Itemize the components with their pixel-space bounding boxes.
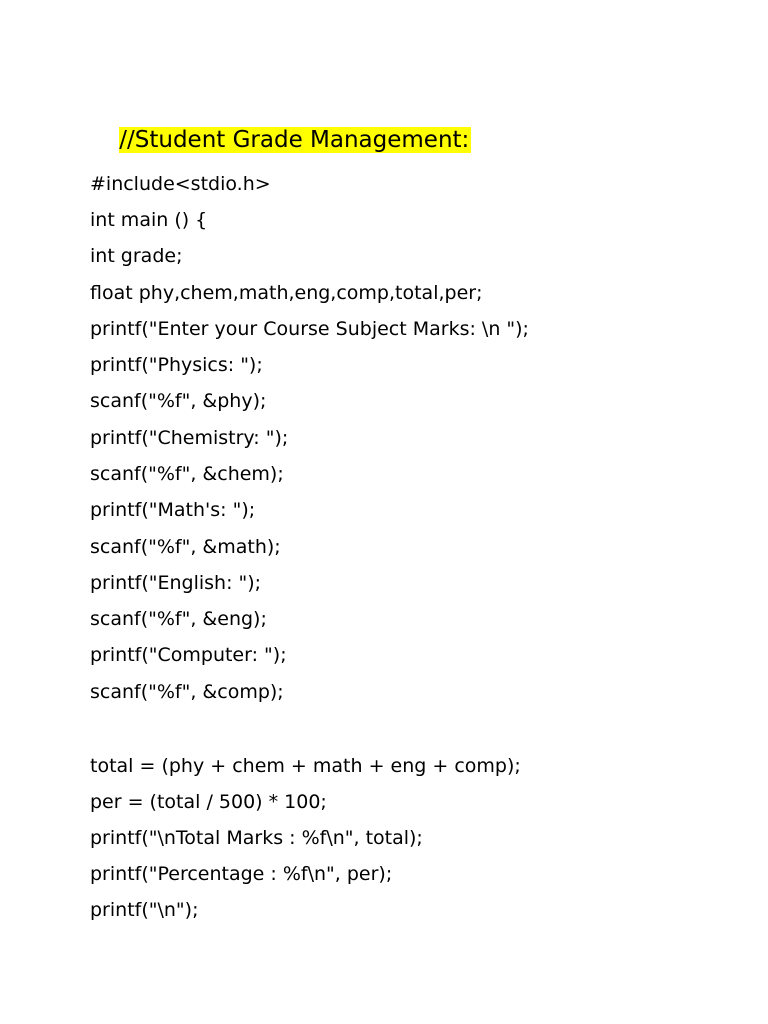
code-line: printf("Percentage : %f\n", per); (90, 863, 393, 885)
code-line: scanf("%f", &math); (90, 536, 281, 558)
code-line: printf("\n"); (90, 899, 199, 921)
code-line: printf("Chemistry: "); (90, 427, 289, 449)
code-line: printf("\nTotal Marks : %f\n", total); (90, 827, 423, 849)
code-line: printf("English: "); (90, 572, 262, 594)
heading-highlight: //Student Grade Management: (119, 127, 470, 153)
code-line: scanf("%f", &phy); (90, 390, 267, 412)
code-line: printf("Enter your Course Subject Marks: \n "); (90, 318, 529, 340)
code-line: float phy,chem,math,eng,comp,total,per; (90, 282, 483, 304)
code-line: int main () { (90, 209, 208, 231)
code-line: printf("Math's: "); (90, 499, 256, 521)
code-line: per = (total / 500) * 100; (90, 791, 327, 813)
code-line: int grade; (90, 245, 183, 267)
code-line: printf("Physics: "); (90, 354, 263, 376)
code-line: total = (phy + chem + math + eng + comp); (90, 755, 521, 777)
code-line: scanf("%f", &chem); (90, 463, 284, 485)
code-line: printf("Computer: "); (90, 644, 287, 666)
code-line: #include<stdio.h> (90, 173, 271, 195)
code-line: scanf("%f", &comp); (90, 681, 284, 703)
code-line: scanf("%f", &eng); (90, 608, 267, 630)
